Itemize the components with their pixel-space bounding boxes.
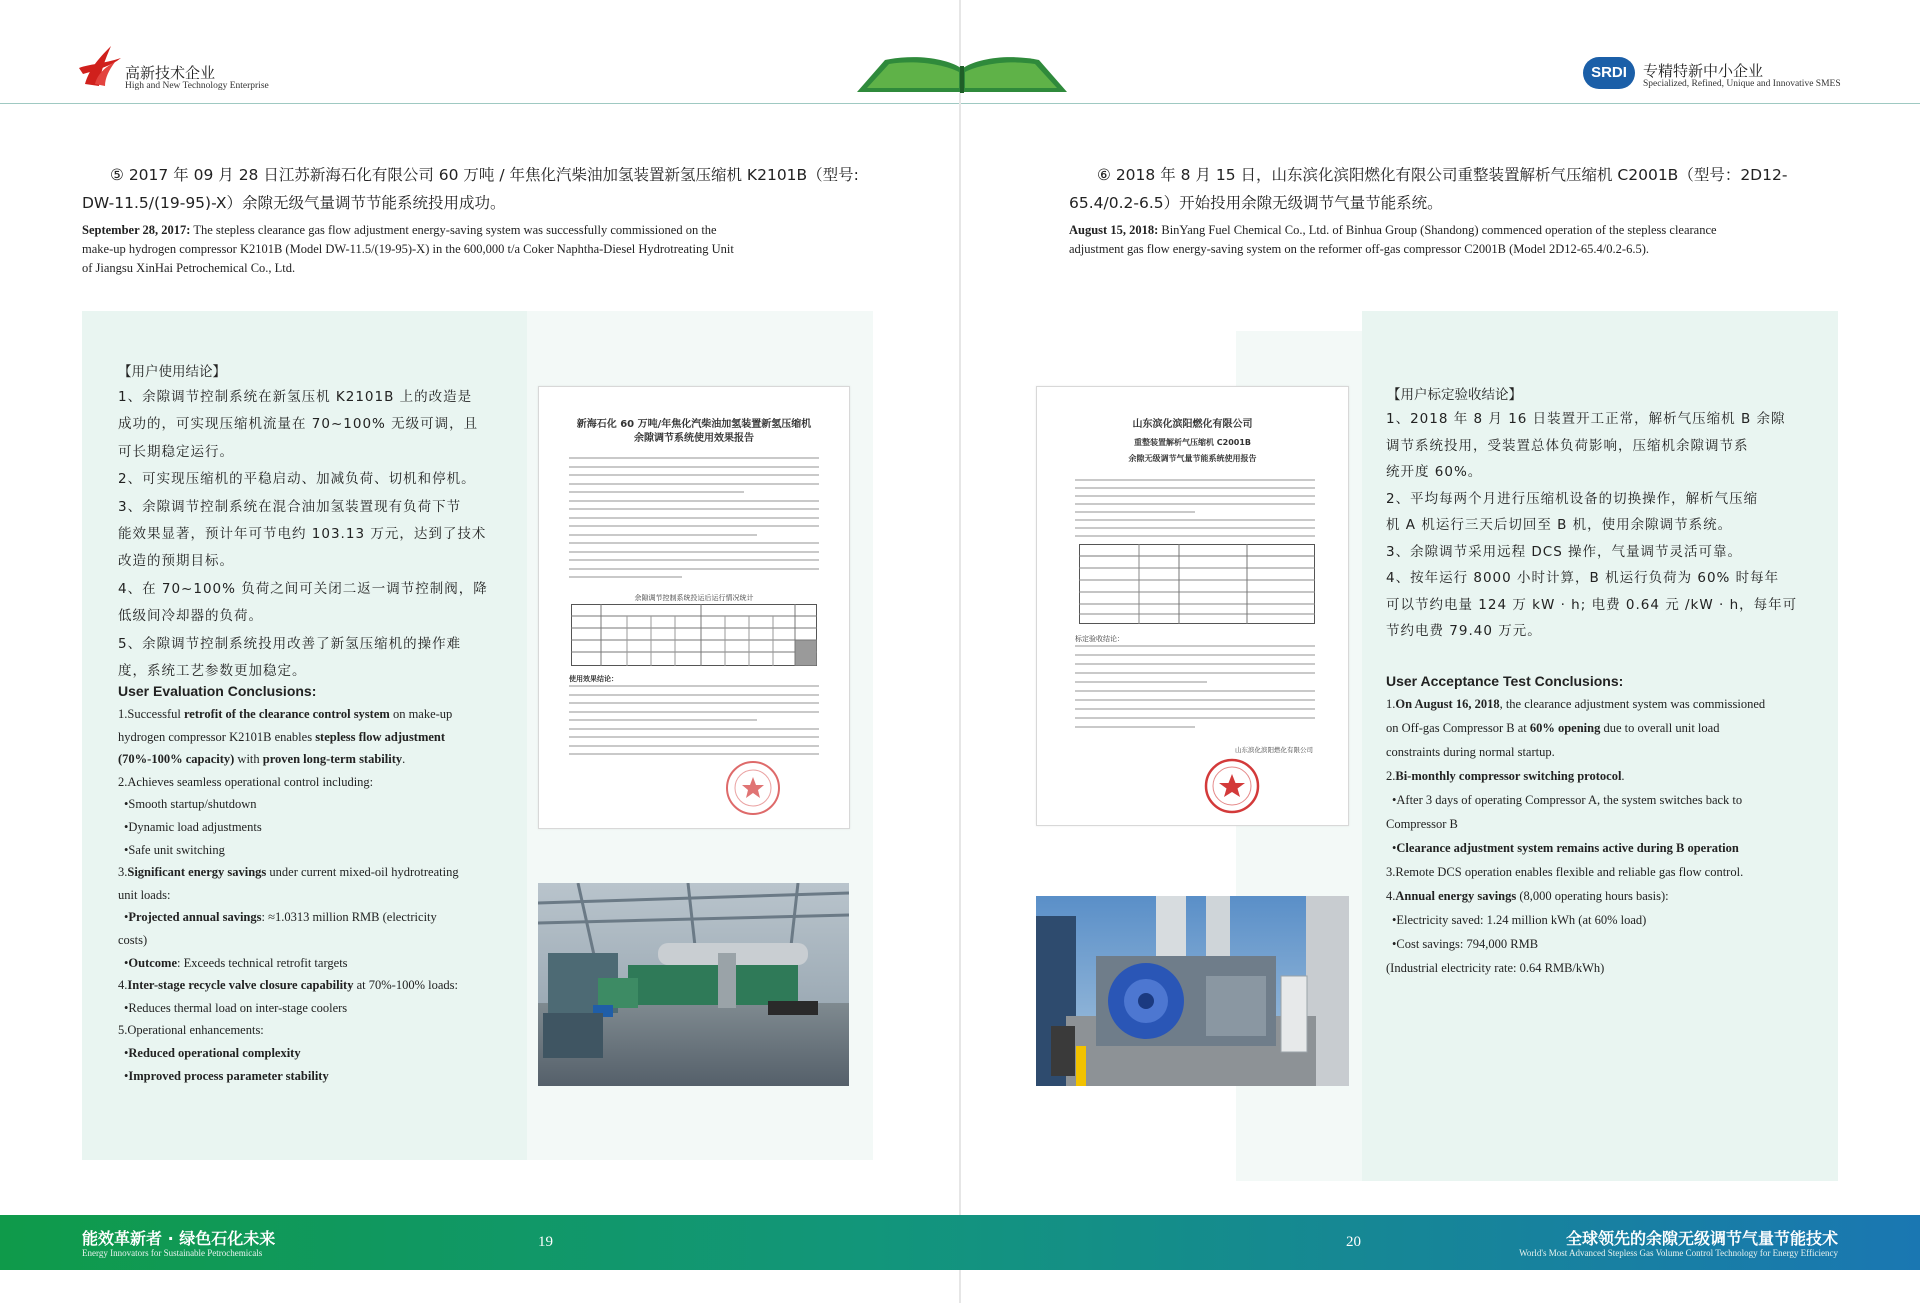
en-conclusion-line: on Off-gas Compressor B at 60% opening due to overall unit load xyxy=(1386,721,1720,735)
srdi-logo-subtext: Specialized, Refined, Unique and Innovative SMES xyxy=(1643,79,1841,89)
left-doc-table xyxy=(571,604,817,666)
doc-text-line xyxy=(569,551,819,553)
en-conclusion-line: •Smooth startup/shutdown xyxy=(124,797,257,812)
doc-text-line xyxy=(1075,535,1315,537)
en-conclusion-line: •Dynamic load adjustments xyxy=(124,820,262,834)
right-doc-title-3: 余隙无级调节气量节能系统使用报告 xyxy=(1128,454,1257,463)
doc-text-line xyxy=(1075,717,1315,719)
doc-text-line xyxy=(569,694,819,696)
left-caption-en-text: The stepless clearance gas flow adjustment energy-saving system was successfully commissioned on the xyxy=(190,223,717,237)
right-footer-slogan: 全球领先的余隙无级调节气量节能技术 xyxy=(1565,1229,1838,1248)
doc-text-line xyxy=(569,728,819,730)
cn-conclusion-line: 1、余隙调节控制系统在新氢压机 K2101B 上的改造是 xyxy=(118,389,473,405)
en-conclusion-line: 2.Bi-monthly compressor switching protocol. xyxy=(1386,769,1625,783)
en-conclusion-line: •Electricity saved: 1.24 million kWh (at 60% load) xyxy=(1392,913,1647,927)
doc-text-line xyxy=(569,457,819,459)
right-doc-signature: 山东滨化滨阳燃化有限公司 xyxy=(1235,746,1313,754)
cn-conclusion-line: 可长期稳定运行。 xyxy=(118,443,234,460)
cn-conclusion-line: 改造的预期目标。 xyxy=(118,553,234,570)
left-footer-slogan: 能效革新者 · 绿色石化未来 xyxy=(82,1229,276,1248)
right-doc-section: 标定验收结论： xyxy=(1075,635,1124,643)
srdi-logo-icon xyxy=(1583,57,1635,89)
high-tech-logo-subtext: High and New Technology Enterprise xyxy=(125,81,269,91)
en-conclusion-line: unit loads: xyxy=(118,887,171,902)
doc-text-line xyxy=(1075,690,1315,692)
cn-conclusion-line: 调节系统投用，受装置总体负荷影响，压缩机余隙调节系 xyxy=(1386,437,1749,454)
en-conclusion-line: •Cost savings: 794,000 RMB xyxy=(1392,937,1539,951)
left-caption-cn-line-1: ⑤ 2017 年 09 月 28 日江苏新海石化有限公司 60 万吨 / 年焦化汽柴油加氢装置新氢压缩机 K2101B（型号: xyxy=(110,166,859,184)
cn-conclusion-line: 统开度 60%。 xyxy=(1386,464,1483,480)
cn-conclusion-line: 3、余隙调节采用远程 DCS 操作，气量调节灵活可靠。 xyxy=(1386,543,1743,560)
left-page-number: 19 xyxy=(538,1234,553,1250)
high-tech-logo-icon xyxy=(75,40,127,90)
doc-text-line xyxy=(569,753,819,755)
en-conclusion-line: (Industrial electricity rate: 0.64 RMB/kWh) xyxy=(1386,961,1605,975)
srdi-badge-text: SRDI xyxy=(1591,64,1627,81)
left-caption-en-line-2: make-up hydrogen compressor K2101B (Model DW-11.5/(19-95)-X) in the 600,000 t/a Coker Naphtha-Diesel Hydrotreating Unit xyxy=(82,242,734,256)
doc-text-line xyxy=(569,517,819,519)
en-conclusion-line: •Outcome: Exceeds technical retrofit targets xyxy=(124,955,348,970)
en-conclusion-line: •Reduced operational complexity xyxy=(124,1046,301,1060)
doc-text-line xyxy=(1075,654,1315,656)
cn-conclusion-line: 可以节约电量 124 万 kW · h; 电费 0.64 元 /kW · h，每年可 xyxy=(1386,596,1798,613)
doc-text-line xyxy=(569,474,819,476)
en-conclusion-line: 3.Significant energy savings under current mixed-oil hydrotreating xyxy=(118,865,459,880)
doc-text-line xyxy=(569,491,744,493)
en-conclusion-line: •Safe unit switching xyxy=(124,842,225,857)
doc-text-line xyxy=(1075,699,1315,701)
en-conclusion-line: Compressor B xyxy=(1386,817,1458,831)
en-conclusion-line: 5.Operational enhancements: xyxy=(118,1023,264,1038)
en-conclusion-line: •Reduces thermal load on inter-stage coolers xyxy=(124,1000,348,1015)
cn-conclusion-line: 低级间冷却器的负荷。 xyxy=(118,608,263,625)
left-cn-heading: 【用户使用结论】 xyxy=(118,364,226,380)
left-caption-en-line-3: of Jiangsu XinHai Petrochemical Co., Ltd. xyxy=(82,261,296,275)
doc-text-line xyxy=(569,568,819,570)
doc-text-line xyxy=(1075,487,1315,489)
cn-conclusion-line: 4、在 70~100% 负荷之间可关闭二返一调节控制阀，降 xyxy=(118,580,488,597)
left-doc-title-2: 余隙调节系统使用效果报告 xyxy=(634,433,754,444)
doc-text-line xyxy=(569,466,819,468)
left-doc-table-title: 余隙调节控制系统投运后运行情况统计 xyxy=(634,594,754,602)
doc-text-line xyxy=(1075,663,1315,665)
right-caption-en-line-2: adjustment gas flow energy-saving system on the reformer off-gas compressor C2001B (Model 2D12-65.4/0.2-6.5). xyxy=(1069,242,1649,256)
high-tech-logo-text: 高新技术企业 xyxy=(125,64,216,82)
cn-conclusion-line: 能效果显著，预计年可节电约 103.13 万元，达到了技术 xyxy=(118,526,487,542)
cn-conclusion-line: 节约电费 79.40 万元。 xyxy=(1386,623,1542,639)
left-caption-cn-line-2: DW-11.5/(19-95)-X）余隙无级气量调节节能系统投用成功。 xyxy=(82,194,506,212)
right-doc-title-1: 山东滨化滨阳燃化有限公司 xyxy=(1132,419,1253,430)
right-header-rule xyxy=(961,103,1920,104)
left-compressor-photo xyxy=(538,883,849,1086)
right-caption-cn-line-1: ⑥ 2018 年 8 月 15 日，山东滨化滨阳燃化有限公司重整装置解析气压缩机 C2001B（型号：2D12- xyxy=(1097,166,1788,184)
doc-text-line xyxy=(569,711,819,713)
doc-text-line xyxy=(1075,511,1195,513)
doc-text-line xyxy=(569,745,819,747)
doc-text-line xyxy=(569,736,819,738)
right-footer-slogan-en: World's Most Advanced Stepless Gas Volume Control Technology for Energy Efficiency xyxy=(1519,1248,1838,1258)
cn-conclusion-line: 2、可实现压缩机的平稳启动、加减负荷、切机和停机。 xyxy=(118,471,476,488)
en-conclusion-line: constraints during normal startup. xyxy=(1386,745,1555,759)
right-en-heading: User Acceptance Test Conclusions: xyxy=(1386,673,1624,689)
en-conclusion-line: 1.On August 16, 2018, the clearance adjustment system was commissioned xyxy=(1386,697,1766,711)
right-compressor-photo xyxy=(1036,896,1349,1086)
cn-conclusion-line: 1、2018 年 8 月 16 日装置开工正常，解析气压缩机 B 余隙 xyxy=(1386,411,1786,427)
doc-text-line xyxy=(1075,495,1315,497)
doc-text-line xyxy=(569,702,819,704)
doc-text-line xyxy=(569,525,819,527)
en-conclusion-line: (70%-100% capacity) with proven long-term stability. xyxy=(118,752,406,767)
en-conclusion-line: •Projected annual savings: ≈1.0313 million RMB (electricity xyxy=(124,910,437,925)
cn-conclusion-line: 成功的，可实现压缩机流量在 70~100% 无级可调，且 xyxy=(118,416,479,433)
doc-text-line xyxy=(569,534,757,536)
cn-conclusion-line: 2、平均每两个月进行压缩机设备的切换操作，解析气压缩 xyxy=(1386,490,1759,507)
en-conclusion-line: •After 3 days of operating Compressor A, the system switches back to xyxy=(1392,793,1743,807)
cn-conclusion-line: 机 A 机运行三天后切回至 B 机，使用余隙调节系统。 xyxy=(1386,517,1733,533)
left-footer-slogan-en: Energy Innovators for Sustainable Petrochemicals xyxy=(82,1248,263,1258)
cn-conclusion-line: 3、余隙调节控制系统在混合油加氢装置现有负荷下节 xyxy=(118,498,462,515)
doc-text-line xyxy=(1075,681,1207,683)
right-caption-date: August 15, 2018: xyxy=(1069,223,1159,237)
right-doc-title-2: 重整装置解析气压缩机 C2001B xyxy=(1133,438,1252,447)
cn-conclusion-line: 5、余隙调节控制系统投用改善了新氢压缩机的操作难 xyxy=(118,635,462,652)
doc-text-line xyxy=(1075,503,1315,505)
right-doc-table xyxy=(1079,544,1315,624)
right-caption-cn-line-2: 65.4/0.2-6.5）开始投用余隙无级调节气量节能系统。 xyxy=(1069,194,1443,212)
cn-conclusion-line: 4、按年运行 8000 小时计算，B 机运行负荷为 60% 时每年 xyxy=(1386,570,1780,586)
doc-text-line xyxy=(569,508,819,510)
left-report-scan xyxy=(538,386,850,829)
left-caption-en-line-1 xyxy=(82,221,717,240)
doc-text-line xyxy=(1075,672,1315,674)
left-doc-title-1: 新海石化 60 万吨/年焦化汽柴油加氢装置新氢压缩机 xyxy=(576,419,812,430)
right-cn-heading: 【用户标定验收结论】 xyxy=(1387,387,1522,403)
en-conclusion-line: •Clearance adjustment system remains active during B operation xyxy=(1392,841,1739,855)
doc-text-line xyxy=(1075,645,1315,647)
cn-conclusion-line: 度，系统工艺参数更加稳定。 xyxy=(118,663,307,679)
right-page-number: 20 xyxy=(1346,1234,1361,1250)
doc-text-line xyxy=(569,576,682,578)
en-conclusion-line: •Improved process parameter stability xyxy=(124,1068,329,1083)
en-conclusion-line: hydrogen compressor K2101B enables stepless flow adjustment xyxy=(118,729,446,744)
en-conclusion-line: 3.Remote DCS operation enables flexible and reliable gas flow control. xyxy=(1386,865,1744,879)
doc-text-line xyxy=(1075,479,1315,481)
left-en-heading: User Evaluation Conclusions: xyxy=(118,683,317,699)
open-book-icon xyxy=(855,52,1069,94)
doc-text-line xyxy=(1075,519,1315,521)
doc-text-line xyxy=(569,559,819,561)
en-conclusion-line: costs) xyxy=(118,933,148,947)
right-report-scan xyxy=(1036,386,1349,826)
doc-text-line xyxy=(1075,726,1195,728)
en-conclusion-line: 2.Achieves seamless operational control including: xyxy=(118,774,374,789)
doc-text-line xyxy=(1075,527,1315,529)
doc-text-line xyxy=(1075,708,1315,710)
doc-text-line xyxy=(569,685,819,687)
doc-text-line xyxy=(569,542,819,544)
left-caption-date: September 28, 2017: xyxy=(82,223,191,237)
srdi-logo-text: 专精特新中小企业 xyxy=(1643,62,1764,80)
left-header-rule xyxy=(0,103,959,104)
right-doc-red-stamp-icon xyxy=(1203,757,1261,815)
en-conclusion-line: 4.Inter-stage recycle valve closure capability at 70%-100% loads: xyxy=(118,978,458,993)
doc-text-line xyxy=(569,483,819,485)
left-doc-section: 使用效果结论： xyxy=(569,675,618,683)
left-doc-red-stamp-icon xyxy=(724,759,782,817)
right-caption-en-text: BinYang Fuel Chemical Co., Ltd. of Binhua Group (Shandong) commenced operation of the stepless clearance xyxy=(1158,223,1717,237)
doc-text-line xyxy=(569,719,757,721)
en-conclusion-line: 4.Annual energy savings (8,000 operating hours basis): xyxy=(1386,889,1669,903)
page-spine xyxy=(959,0,961,1303)
doc-text-line xyxy=(569,500,819,502)
right-caption-en-line-1 xyxy=(1069,221,1717,240)
en-conclusion-line: 1.Successful retrofit of the clearance control system on make-up xyxy=(118,707,453,721)
